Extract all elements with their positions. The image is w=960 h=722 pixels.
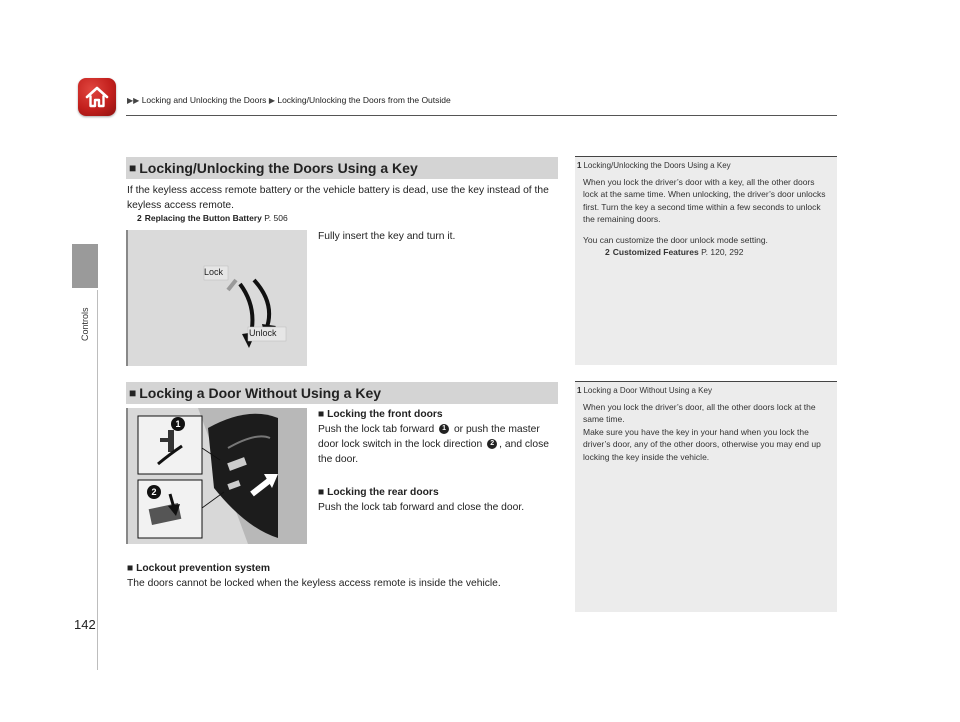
note-paragraph: When you lock the driver’s door, all the other doors lock at the same time. [583,401,816,424]
square-bullet-icon: ■ [318,487,328,498]
callout-number: 2 [151,487,157,497]
door-lock-illustration [126,408,307,544]
note-title: 1 Locking/Unlocking the Doors Using a Key [577,161,731,170]
page-reference[interactable]: 2 Customized Features P. 120, 292 [605,247,744,257]
note-paragraph: Make sure you have the key in your hand when you lock the driver’s door, any of the other doors, otherwise you may end up locking the key inside the vehicle. [583,426,821,462]
callout-number: 1 [439,424,449,434]
chapter-label: Controls [80,307,90,341]
intro-text: If the keyless access remote battery or the vehicle battery is dead, use the key instead of the keyless access remote. [127,185,549,211]
breadcrumb-item[interactable]: Locking and Unlocking the Doors [141,95,267,105]
note-marker-icon: 1 [577,386,582,395]
section-heading: ■ Locking a Door Without Using a Key [126,382,558,404]
front-doors-text: Push the lock tab forward 1 or push the master door lock switch in the lock direction 2 , and close the door. [318,424,549,465]
chapter-tab[interactable] [72,244,98,288]
square-bullet-icon: ■ [127,563,137,574]
subheading: ■ Locking the rear doors [318,487,439,498]
note-marker-icon: 1 [577,161,582,170]
key-rotation-diagram [128,230,307,366]
play-arrow-icon: ▶ [268,96,275,105]
breadcrumb [127,95,451,105]
rear-doors-block [318,485,562,515]
door-lock-diagram [128,408,307,544]
lockout-block [127,561,567,591]
side-note [575,382,837,612]
reference-arrow-icon: 2 [605,247,610,257]
unlock-label: Unlock [249,328,277,338]
side-divider [97,290,98,670]
play-arrow-icon: ▶▶ [127,96,140,105]
note-title: 1 Locking a Door Without Using a Key [577,386,712,395]
key-turn-illustration [126,230,307,366]
note-paragraph: When you lock the driver’s door with a key, all the other doors lock at the same time. When unlocking, the driver’s door unlocks first. Turn the key a second time within a few seconds to unlock the remaining doors. [583,176,826,224]
callout-number: 2 [487,439,497,449]
rear-doors-text: Push the lock tab forward and close the door. [318,502,525,513]
side-note [575,157,837,365]
square-bullet-icon: ■ [129,161,137,175]
section-heading: ■ Locking/Unlocking the Doors Using a Key [126,157,558,179]
lock-label: Lock [204,267,224,277]
callout-number: 1 [175,419,181,429]
breadcrumb-item[interactable]: Locking/Unlocking the Doors from the Outside [277,95,451,105]
header-divider [126,115,837,116]
front-doors-block [318,407,558,467]
home-button[interactable] [78,78,116,116]
page-reference[interactable]: 2 Replacing the Button Battery P. 506 [137,213,288,223]
note-paragraph: You can customize the door unlock mode setting. [583,234,768,245]
square-bullet-icon: ■ [318,409,328,420]
home-icon [84,84,110,110]
lockout-text: The doors cannot be locked when the keyless access remote is inside the vehicle. [127,578,501,589]
page-number: 142 [74,617,96,632]
square-bullet-icon: ■ [129,386,137,400]
subheading: ■ Locking the front doors [318,409,443,420]
instruction-text: Fully insert the key and turn it. [318,231,456,242]
reference-arrow-icon: 2 [137,213,142,223]
subheading: ■ Lockout prevention system [127,563,270,574]
